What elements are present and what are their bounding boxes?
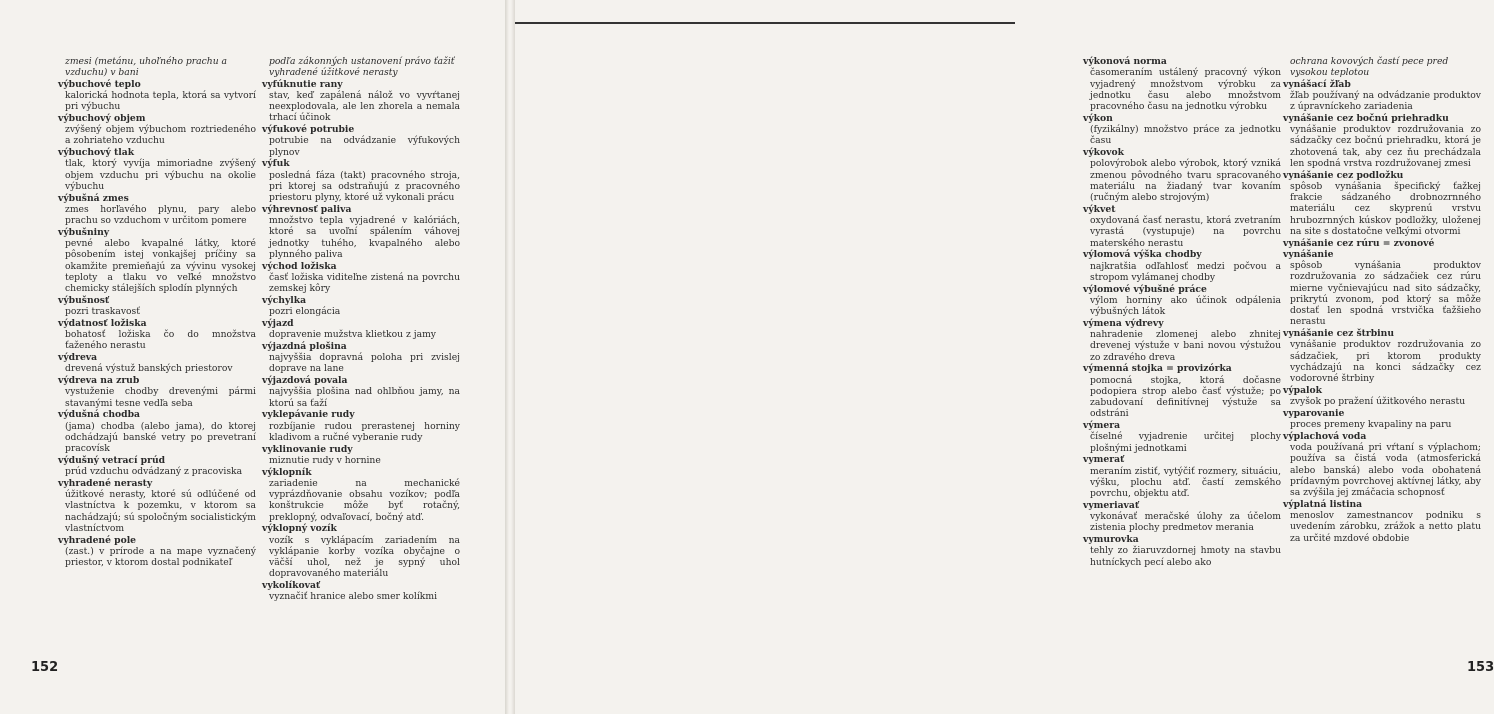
entry-definition: zmes horľavého plynu, pary alebo prachu so vzduchom v určitom pomere [65,203,256,226]
entry-term: vynášanie cez rúru = zvonové vynášanie [1283,237,1435,260]
glossary-entry [1283,170,1481,238]
entry-term: výkvet [1083,203,1116,215]
entry-definition: prúd vzduchu odvádzaný z pracoviska [65,466,243,477]
entry-definition: vykonávať meračské úlohy za účelom zistenia plochy predmetov merania [1090,511,1281,534]
entry-term: výplachová voda [1283,430,1367,442]
entry-term: východ ložiska [262,260,337,272]
entry-definition: (jama) chodba (alebo jama), do ktorej odchádzajú banské vetry po prevetraní pracovísk [65,420,256,454]
entry-term: vyfúknutie rany [262,78,343,90]
entry-continuation: ochrana kovových častí pece pred vysokou teplotou [1290,56,1449,79]
glossary-column [58,56,256,569]
entry-definition: tehly zo žiaruvzdornej hmoty na stavbu hutníckych pecí alebo ako [1090,545,1281,568]
glossary-entry [1083,113,1281,147]
glossary-entry [1283,238,1481,328]
entry-definition: polovýrobok alebo výrobok, ktorý vzniká zmenou pôvodného tvaru spracovaného materiálu na žiadaný tvar kovaním (ručným alebo strojovým) [1090,158,1281,203]
glossary-entry [262,318,460,341]
glossary-entry [58,409,256,454]
entry-term: výfukové potrubie [262,124,355,135]
entry-definition: tlak, ktorý vyvíja mimoriadne zvýšený objem vzduchu pri výbuchu na okolie výbuchu [65,158,256,192]
entry-term: výdatnosť ložiska [58,317,147,329]
entry-term: výklopník [262,466,312,478]
entry-definition: zvyšok po pražení úžitkového nerastu [1290,396,1466,407]
glossary-entry [262,375,460,409]
glossary-entry [1283,431,1481,499]
entry-definition: časomeraním ustálený pracovný výkon vyjadrený množstvom výrobku za jednotku času alebo množstvom pracovného času na jednotku výrobku [1090,67,1281,112]
entry-definition: potrubie na odvádzanie výfukových plynov [269,135,460,158]
glossary-column [1083,56,1281,568]
entry-term: výjazdová povala [262,375,348,386]
glossary-entry [1083,318,1281,363]
entry-definition: vynášanie produktov rozdružovania zo sádzačky cez bočnú priehradku, ktorá je zhotovená tak, aby cez ňu prechádzala len spodná vrstva rozdružovanej zmesi [1290,124,1481,169]
glossary-entry [1283,113,1481,169]
page-number: 153 [1467,660,1494,675]
entry-term: výlomová výška chodby [1083,249,1202,261]
entry-term: výchylka [262,294,307,306]
entry-continuation: zmesi (metánu, uhoľného prachu a vzduchu) v bani [65,56,228,79]
entry-term: výbuchové teplo [58,78,141,90]
entry-term: vynášanie cez štrbinu [1283,328,1395,339]
entry-definition: žľab používaný na odvádzanie produktov z úpravníckeho zariadenia [1290,89,1481,112]
entry-definition: zariadenie na mechanické vyprázdňovanie obsahu vozíkov; podľa konštrukcie môže byť rotačný, preklopný, odvaľovací, bočný atď. [269,477,460,523]
entry-term: výbuchový tlak [58,147,135,158]
entry-term: výbuchový objem [58,112,146,124]
entry-definition: voda používaná pri vŕtaní s výplachom; používa sa čistá voda (atmosferická alebo banská) alebo voda obohatená prídavným povrchovej aktívnej látky, aby sa zvýšila jej zmáčacia schopnosť [1290,442,1481,498]
entry-definition: pozri elongácia [269,306,341,317]
glossary-entry [1283,328,1481,384]
entry-term: výhrevnosť paliva [262,203,352,215]
entry-definition: meraním zistiť, vytýčiť rozmery, situáciu, výšku, plochu atď. častí zemského povrchu, objektu atď. [1090,465,1281,499]
entry-definition: časť ložiska viditeľne zistená na povrchu zemskej kôry [269,271,460,294]
glossary-entry [262,79,460,124]
entry-term: výkovok [1083,147,1125,158]
entry-definition: rozbíjanie rudou prerastenej horniny kladivom a ručné vyberanie rudy [269,420,460,443]
entry-term: výklopný vozík [262,523,337,535]
entry-definition: spôsob vynášania produktov rozdružovania zo sádzačiek cez rúru mierne vyčnievajúcu nad sito sádzačky, prikrytú zvonom, pod ktorý sa môže dostať len spodná vrstvička ťažšieho nerastu [1290,260,1481,328]
entry-term: vynášací žľab [1283,78,1351,90]
glossary-entry [1083,363,1281,419]
entry-continuation: podľa zákonných ustanovení právo ťažiť vyhradené úžitkové nerasty [269,56,455,79]
entry-term: vyklinovanie rudy [262,443,353,455]
glossary-entry [58,535,256,569]
entry-definition: výlom horniny ako účinok odpálenia výbušných látok [1090,294,1281,317]
entry-term: výkon [1083,112,1113,124]
entry-term: výmena výdrevy [1083,317,1164,329]
entry-term: výbušniny [58,226,110,238]
entry-term: výmenná stojka = provizórka [1083,363,1232,375]
entry-definition: nahradenie zlomenej alebo zhnitej drevenej výstuže v bani novou výstužou zo zdravého dreva [1090,329,1281,363]
entry-term: vyhradené nerasty [58,477,153,489]
entry-definition: posledná fáza (takt) pracovného stroja, pri ktorej sa odstraňujú z pracovného priestoru plyny, ktoré už vykonali prácu [269,169,460,203]
entry-term: výmera [1083,420,1121,431]
entry-term: výjazdná plošina [262,340,347,352]
glossary-entry [262,204,460,260]
entry-definition: drevená výstuž banských priestorov [65,363,233,375]
entry-term: výjazd [262,317,294,329]
glossary-entry [262,409,460,443]
glossary-entry [262,124,460,158]
entry-term: výdreva na zrub [58,375,140,386]
entry-definition: bohatosť ložiska čo do množstva ťaženého nerastu [65,329,256,352]
entry-term: vyparovanie [1283,407,1345,419]
glossary-entry [1283,499,1481,544]
glossary-entry [58,455,256,478]
entry-term: vynášanie cez bočnú priehradku [1283,112,1449,124]
left-page [0,0,505,714]
glossary-entry [58,375,256,409]
glossary-entry [262,467,460,523]
glossary-entry [262,444,460,467]
entry-definition: (fyzikálny) množstvo práce za jednotku času [1090,124,1281,147]
entry-definition: dopravenie mužstva klietkou z jamy [269,329,436,340]
glossary-entry [1083,56,1281,112]
glossary-entry [1083,454,1281,499]
book-gutter [505,0,515,714]
entry-definition: pozri traskavosť [65,306,140,317]
entry-definition: pevné alebo kvapalné látky, ktoré pôsobením istej vonkajšej príčiny sa okamžite premieňajú za vývinu vysokej teploty a tlaku vo veľké množstvo chemicky stálejších splodín plynných [65,238,256,294]
entry-term: výpalok [1283,384,1323,396]
glossary-entry [262,295,460,318]
entry-term: výfuk [262,158,290,170]
entry-definition: zvýšený objem výbuchom roztriedeného a zohriateho vzduchu [65,124,256,147]
glossary-entry [1083,249,1281,283]
glossary-entry [262,158,460,203]
entry-term: výbušná zmes [58,192,129,204]
glossary-entry [58,113,256,147]
entry-definition: proces premeny kvapaliny na paru [1290,419,1452,430]
glossary-entry [1283,385,1481,408]
glossary-entry [1083,204,1281,249]
entry-definition: vynášanie produktov rozdružovania zo sádzačiek, pri ktorom produkty vychádzajú na konci sádzačky cez vodorovné štrbiny [1290,339,1481,384]
glossary-entry [58,318,256,352]
glossary-entry [1283,408,1481,431]
entry-term: vyhradené pole [58,534,137,546]
entry-term: výdušný vetrací prúd [58,454,166,466]
entry-term: vymurovka [1083,534,1139,545]
glossary-entry [262,341,460,375]
glossary-entry [1083,420,1281,454]
glossary-column [1283,56,1481,544]
entry-term: výplatná listina [1283,498,1363,510]
right-page [515,0,1494,714]
entry-term: vymeriavať [1083,499,1140,511]
entry-definition: pomocná stojka, ktorá dočasne podopiera strop alebo časť výstuže; po zabudovaní definitívnej výstuže sa odstráni [1090,374,1281,420]
glossary-column [262,56,460,603]
entry-term: vykolíkovať [262,580,321,591]
entry-definition: najkratšia odľahlosť medzi počvou a stropom vylámanej chodby [1090,260,1281,283]
glossary-entry [1083,284,1281,318]
entry-term: výbušnosť [58,294,110,306]
glossary-entry [1083,534,1281,568]
entry-definition: najvyššia dopravná poloha pri zvislej doprave na lane [269,352,460,375]
glossary-entry [58,147,256,192]
glossary-entry [58,227,256,295]
glossary-entry [58,478,256,534]
entry-definition: číselné vyjadrenie určitej plochy plošnými jednotkami [1090,431,1281,454]
entry-definition: vozík s vyklápacím zariadením na vyklápanie korby vozíka obyčajne o väčší uhol, než je sypný uhol dopravovaného materiálu [269,534,460,580]
entry-term: výdreva [58,352,98,363]
glossary-entry [58,79,256,113]
glossary-entry [1083,500,1281,534]
entry-definition: oxydovaná časť nerastu, ktorá zvetraním vyrastá (vystupuje) na povrchu materského nerastu [1090,215,1281,249]
entry-term: výlomové výbušné práce [1083,283,1207,295]
entry-definition: (zast.) v prírode a na mape vyznačený priestor, v ktorom dostal podnikateľ [65,545,256,568]
entry-definition: miznutie rudy v hornine [269,454,381,466]
entry-term: vyklepávanie rudy [262,409,355,421]
entry-definition: najvyššia plošina nad ohlbňou jamy, na ktorú sa ťaží [269,386,460,409]
entry-definition: spôsob vynášania špecifický ťažkej frakcie sádzaného drobnozrnného materiálu cez skyprenú vrstvu hrubozrnných kúskov podložky, uloženej na site s dostatočne veľkými otvormi [1290,180,1481,237]
entry-term: výkonová norma [1083,56,1167,67]
glossary-entry [262,523,460,579]
glossary-entry [1083,147,1281,203]
glossary-entry [262,261,460,295]
glossary-entry [262,580,460,603]
entry-definition: množstvo tepla vyjadrené v kalóriách, ktoré sa uvoľní spálením váhovej jednotky tuhého, kvapalného alebo plynného paliva [269,215,460,260]
entry-definition: kalorická hodnota tepla, ktorá sa vytvorí pri výbuchu [65,89,256,112]
glossary-entry [1283,79,1481,113]
glossary-entry [58,352,256,375]
entry-term: vymerať [1083,454,1125,466]
entry-definition: stav, keď zapálená nálož vo vyvŕtanej neexplodovala, ale len zhorela a nemala trhací účinok [269,89,460,124]
entry-definition: menoslov zamestnancov podniku s uvedením zárobku, zrážok a netto platu za určité mzdové obdobie [1290,510,1481,544]
glossary-entry [58,295,256,318]
glossary-entry [58,193,256,227]
entry-definition: vyznačiť hranice alebo smer kolíkmi [269,591,438,603]
entry-definition: vystuženie chodby drevenými pármi stavanými tesne vedľa seba [65,386,256,409]
entry-definition: úžitkové nerasty, ktoré sú odlúčené od vlastníctva k pozemku, v ktorom sa nachádzajú; sú spoločným socialistickým vlastníctvom [65,489,256,534]
entry-term: výdušná chodba [58,409,140,421]
entry-term: vynášanie cez podložku [1283,169,1404,181]
page-number: 152 [31,660,59,675]
